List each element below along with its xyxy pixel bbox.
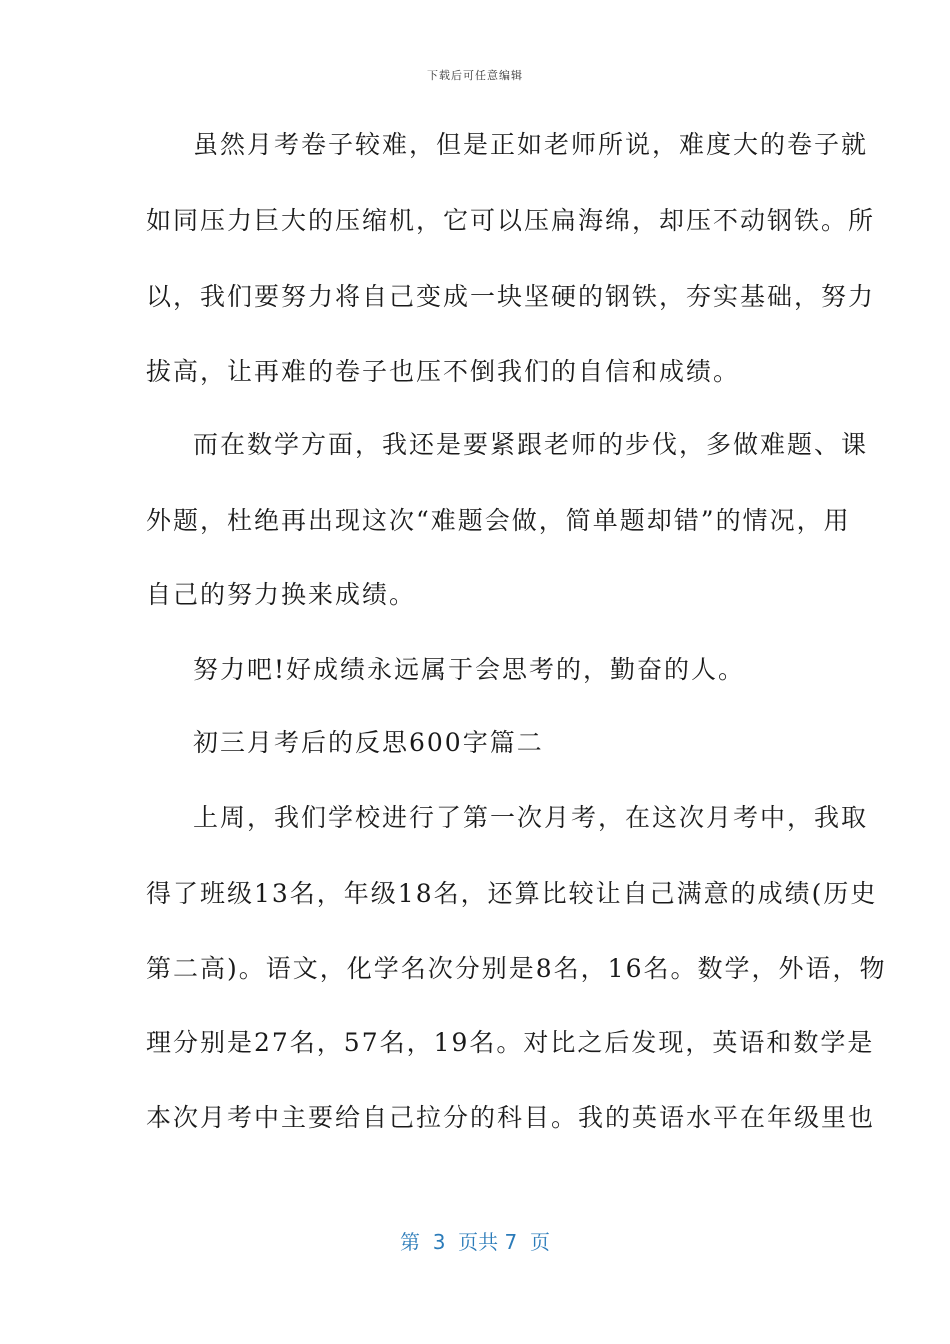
section-heading: 初三月考后的反思600字篇二	[193, 728, 544, 757]
paragraph-line: 第二高)。语文，化学名次分别是8名，16名。数学，外语，物	[146, 954, 887, 983]
paragraph-line: 得了班级13名，年级18名，还算比较让自己满意的成绩(历史	[146, 879, 878, 908]
paragraph-line: 拔高，让再难的卷子也压不倒我们的自信和成绩。	[146, 357, 741, 386]
paragraph-line: 以，我们要努力将自己变成一块坚硬的钢铁，夯实基础，努力	[146, 282, 876, 311]
header-note: 下载后可任意编辑	[427, 69, 523, 82]
paragraph-line: 理分别是27名，57名，19名。对比之后发现，英语和数学是	[146, 1028, 875, 1057]
paragraph-line: 自己的努力换来成绩。	[146, 580, 417, 609]
paragraph-line: 上周，我们学校进行了第一次月考，在这次月考中，我取	[193, 803, 869, 832]
paragraph-line: 努力吧!好成绩永远属于会思考的，勤奋的人。	[193, 655, 746, 684]
page-number-footer: 第 3 页共 7 页	[400, 1230, 550, 1254]
paragraph-line: 虽然月考卷子较难，但是正如老师所说，难度大的卷子就	[193, 130, 869, 159]
paragraph-line: 外题，杜绝再出现这次“难题会做，简单题却错”的情况，用	[146, 506, 851, 535]
paragraph-line: 本次月考中主要给自己拉分的科目。我的英语水平在年级里也	[146, 1103, 876, 1132]
paragraph-line: 如同压力巨大的压缩机，它可以压扁海绵，却压不动钢铁。所	[146, 206, 876, 235]
paragraph-line: 而在数学方面，我还是要紧跟老师的步伐，多做难题、课	[193, 430, 869, 459]
